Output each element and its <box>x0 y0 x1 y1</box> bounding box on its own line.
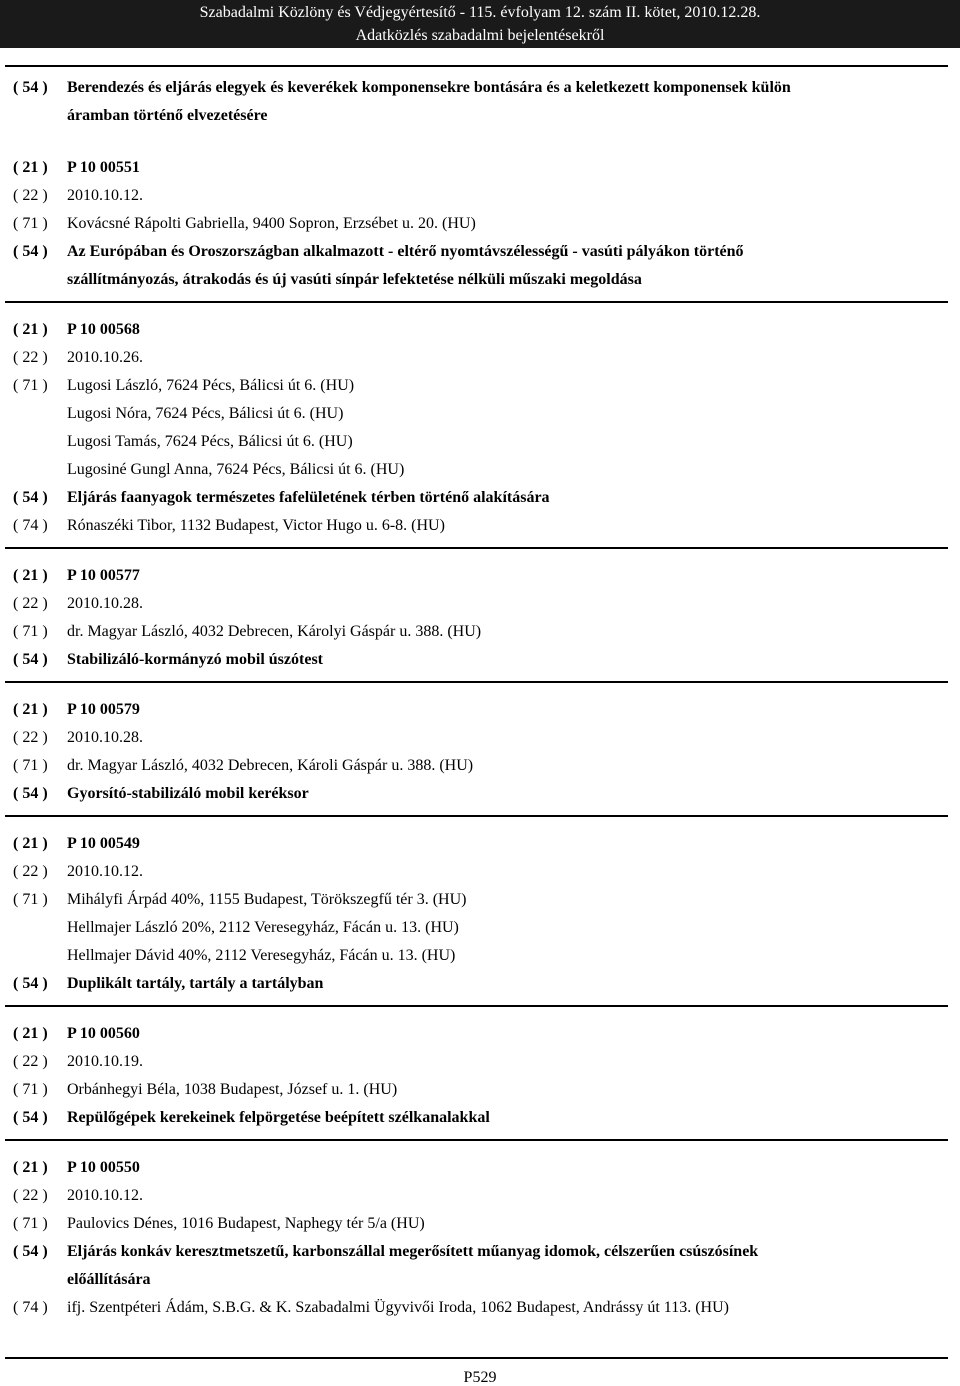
application-number-row <box>0 696 960 724</box>
invention-title: szállítmányozás, átrakodás és új vasúti sínpár lefektetése nélküli műszaki megoldása <box>67 271 642 288</box>
applicant-row <box>0 372 960 400</box>
indent-spacer <box>13 1266 67 1294</box>
inid-code: ( 21 ) <box>13 1159 48 1176</box>
representative-row <box>0 512 960 540</box>
application-number: P 10 00577 <box>67 567 140 584</box>
inid-code: ( 71 ) <box>13 623 48 640</box>
entry-gap <box>0 130 960 154</box>
patent-entry <box>0 74 960 130</box>
application-number-row <box>0 154 960 182</box>
application-number: P 10 00549 <box>67 835 140 852</box>
inid-code: ( 71 ) <box>13 891 48 908</box>
title-row-continued <box>0 266 960 294</box>
inid-code: ( 22 ) <box>13 1187 48 1204</box>
patent-entry <box>0 830 960 998</box>
inid-code: ( 54 ) <box>13 651 48 668</box>
title-row <box>0 1104 960 1132</box>
inid-code: ( 71 ) <box>13 757 48 774</box>
applicant: Lugosiné Gungl Anna, 7624 Pécs, Bálicsi út 6. (HU) <box>67 461 405 478</box>
inid-code: ( 22 ) <box>13 349 48 366</box>
applicant: Kovácsné Rápolti Gabriella, 9400 Sopron, Erzsébet u. 20. (HU) <box>67 215 476 232</box>
filing-date: 2010.10.26. <box>67 349 143 366</box>
patent-entry <box>0 316 960 540</box>
indent-spacer <box>13 456 67 484</box>
invention-title: előállítására <box>67 1271 151 1288</box>
invention-title: Eljárás faanyagok természetes fafelületének térben történő alakítására <box>67 489 550 506</box>
applicant: Lugosi Tamás, 7624 Pécs, Bálicsi út 6. (HU) <box>67 433 353 450</box>
filing-date-row <box>0 858 960 886</box>
filing-date: 2010.10.28. <box>67 595 143 612</box>
representative: ifj. Szentpéteri Ádám, S.B.G. & K. Szabadalmi Ügyvivői Iroda, 1062 Budapest, Andrássy út 113. (HU) <box>67 1299 729 1316</box>
inid-code: ( 22 ) <box>13 863 48 880</box>
indent-spacer <box>13 428 67 456</box>
applicant-row-continued <box>0 914 960 942</box>
indent-spacer <box>13 266 67 294</box>
title-row-continued <box>0 1266 960 1294</box>
page-number: P529 <box>463 1369 497 1386</box>
filing-date-row <box>0 182 960 210</box>
applicant-row-continued <box>0 456 960 484</box>
inid-code: ( 54 ) <box>13 975 48 992</box>
filing-date: 2010.10.12. <box>67 1187 143 1204</box>
inid-code: ( 21 ) <box>13 701 48 718</box>
invention-title: Berendezés és eljárás elegyek és keverékek komponensekre bontására és a keletkezett komponensek külön <box>67 79 791 96</box>
inid-code: ( 54 ) <box>13 79 48 96</box>
application-number: P 10 00551 <box>67 159 140 176</box>
title-row <box>0 970 960 998</box>
inid-code: ( 54 ) <box>13 785 48 802</box>
application-number: P 10 00550 <box>67 1159 140 1176</box>
invention-title: Az Európában és Oroszországban alkalmazott - eltérő nyomtávszélességű - vasúti pályákon történő <box>67 243 744 260</box>
applicant-row-continued <box>0 400 960 428</box>
applicant-row <box>0 1210 960 1238</box>
separator-line <box>5 301 948 303</box>
representative: Rónaszéki Tibor, 1132 Budapest, Victor Hugo u. 6-8. (HU) <box>67 517 445 534</box>
filing-date-row <box>0 1182 960 1210</box>
patent-entry <box>0 154 960 294</box>
invention-title: Stabilizáló-kormányzó mobil úszótest <box>67 651 323 668</box>
invention-title: áramban történő elvezetésére <box>67 107 268 124</box>
separator-line <box>5 547 948 549</box>
inid-code: ( 71 ) <box>13 377 48 394</box>
title-row <box>0 780 960 808</box>
patent-entry <box>0 562 960 674</box>
indent-spacer <box>13 102 67 130</box>
applicant-row <box>0 752 960 780</box>
inid-code: ( 54 ) <box>13 243 48 260</box>
inid-code: ( 21 ) <box>13 321 48 338</box>
filing-date: 2010.10.12. <box>67 187 143 204</box>
separator-line <box>5 65 948 67</box>
filing-date: 2010.10.12. <box>67 863 143 880</box>
application-number: P 10 00568 <box>67 321 140 338</box>
invention-title: Eljárás konkáv keresztmetszetű, karbonszállal megerősített műanyag idomok, célszerűen csúszósínek <box>67 1243 759 1260</box>
inid-code: ( 71 ) <box>13 215 48 232</box>
applicant: Mihályfi Árpád 40%, 1155 Budapest, Törökszegfű tér 3. (HU) <box>67 891 467 908</box>
inid-code: ( 74 ) <box>13 517 48 534</box>
inid-code: ( 21 ) <box>13 159 48 176</box>
applicant: Lugosi Nóra, 7624 Pécs, Bálicsi út 6. (HU) <box>67 405 344 422</box>
title-row <box>0 1238 960 1266</box>
patent-entry <box>0 1020 960 1132</box>
filing-date-row <box>0 590 960 618</box>
inid-code: ( 21 ) <box>13 1025 48 1042</box>
separator-line <box>5 1139 948 1141</box>
applicant: Hellmajer Dávid 40%, 2112 Veresegyház, Fácán u. 13. (HU) <box>67 947 456 964</box>
applicant: Hellmajer László 20%, 2112 Veresegyház, Fácán u. 13. (HU) <box>67 919 459 936</box>
applicant: Orbánhegyi Béla, 1038 Budapest, József u. 1. (HU) <box>67 1081 398 1098</box>
application-number-row <box>0 316 960 344</box>
applicant-row <box>0 210 960 238</box>
title-row-continued <box>0 102 960 130</box>
application-number-row <box>0 562 960 590</box>
inid-code: ( 22 ) <box>13 1053 48 1070</box>
application-number-row <box>0 1154 960 1182</box>
title-row <box>0 484 960 512</box>
inid-code: ( 74 ) <box>13 1299 48 1316</box>
inid-code: ( 71 ) <box>13 1215 48 1232</box>
invention-title: Repülőgépek kerekeinek felpörgetése beépített szélkanalakkal <box>67 1109 490 1126</box>
inid-code: ( 54 ) <box>13 1109 48 1126</box>
indent-spacer <box>13 942 67 970</box>
applicant: dr. Magyar László, 4032 Debrecen, Károli Gáspár u. 388. (HU) <box>67 757 474 774</box>
inid-code: ( 22 ) <box>13 729 48 746</box>
section-title: Adatközlés szabadalmi bejelentésekről <box>355 27 605 44</box>
gazette-title: Szabadalmi Közlöny és Védjegyértesítő - 115. évfolyam 12. szám II. kötet, 2010.12.28. <box>199 4 761 21</box>
application-number-row <box>0 1020 960 1048</box>
patent-entry <box>0 696 960 808</box>
title-row <box>0 74 960 102</box>
applicant: Paulovics Dénes, 1016 Budapest, Naphegy tér 5/a (HU) <box>67 1215 425 1232</box>
application-number: P 10 00560 <box>67 1025 140 1042</box>
separator-line <box>5 815 948 817</box>
filing-date-row <box>0 344 960 372</box>
separator-line <box>5 681 948 683</box>
applicant: Lugosi László, 7624 Pécs, Bálicsi út 6. (HU) <box>67 377 355 394</box>
separator-line <box>5 1005 948 1007</box>
representative-row <box>0 1294 960 1322</box>
filing-date-row <box>0 1048 960 1076</box>
indent-spacer <box>13 400 67 428</box>
gazette-header <box>0 0 960 48</box>
inid-code: ( 54 ) <box>13 1243 48 1260</box>
filing-date-row <box>0 724 960 752</box>
inid-code: ( 71 ) <box>13 1081 48 1098</box>
filing-date: 2010.10.28. <box>67 729 143 746</box>
patent-entry <box>0 1154 960 1322</box>
invention-title: Duplikált tartály, tartály a tartályban <box>67 975 324 992</box>
separator-line <box>5 1357 948 1359</box>
indent-spacer <box>13 914 67 942</box>
invention-title: Gyorsító-stabilizáló mobil keréksor <box>67 785 309 802</box>
application-number: P 10 00579 <box>67 701 140 718</box>
inid-code: ( 54 ) <box>13 489 48 506</box>
inid-code: ( 21 ) <box>13 567 48 584</box>
inid-code: ( 22 ) <box>13 595 48 612</box>
inid-code: ( 22 ) <box>13 187 48 204</box>
applicant-row <box>0 1076 960 1104</box>
application-number-row <box>0 830 960 858</box>
applicant-row <box>0 618 960 646</box>
title-row <box>0 646 960 674</box>
applicant-row <box>0 886 960 914</box>
title-row <box>0 238 960 266</box>
filing-date: 2010.10.19. <box>67 1053 143 1070</box>
applicant: dr. Magyar László, 4032 Debrecen, Károlyi Gáspár u. 388. (HU) <box>67 623 482 640</box>
applicant-row-continued <box>0 942 960 970</box>
inid-code: ( 21 ) <box>13 835 48 852</box>
applicant-row-continued <box>0 428 960 456</box>
